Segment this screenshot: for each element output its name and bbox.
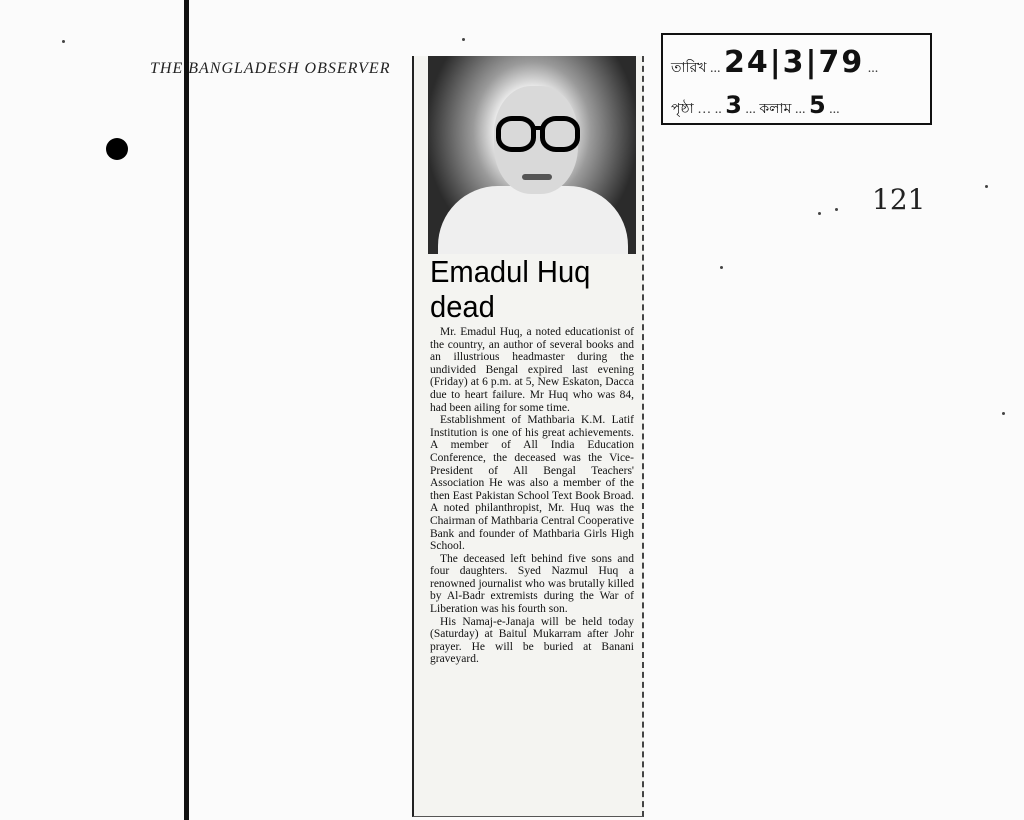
article-headline: Emadul Huq dead — [430, 254, 591, 324]
page-number: 121 — [872, 183, 926, 216]
stamp-column-value: 5 — [808, 91, 826, 119]
stamp-column-label: কলাম — [759, 102, 792, 117]
margin-rule — [184, 0, 189, 820]
archive-stamp — [661, 33, 932, 125]
portrait-photo — [428, 56, 636, 254]
newspaper-clipping — [412, 56, 644, 817]
article-paragraph: His Namaj-e-Janaja will be held today (Saturday) at Baitul Mukarram after Johr prayer. He will be buried at Banani graveyard. — [430, 615, 634, 666]
article-body — [430, 326, 634, 666]
article-paragraph: Establishment of Mathbaria K.M. Latif Institution is one of his great achievements. A member of All India Education Conference, the deceased was the Vice-President of All Bengal Teachers' Association He was also a member of the then East Pakistan School Text Book Broad. A noted philanthropist, Mr. Huq was the Chairman of Mathbaria Central Cooperative Bank and founder of Mathbaria Girls High School. — [430, 414, 634, 553]
article-paragraph: Mr. Emadul Huq, a noted educationist of the country, an author of several books and an illustrious headmaster during the undivided Bengal expired last evening (Friday) at 6 p.m. at 5, New Eskaton, Dacca due to heart failure. Mr Huq who was 84, had been ailing for some time. — [430, 326, 634, 414]
stamp-date-value: 24|3|79 — [723, 45, 865, 80]
article-paragraph: The deceased left behind five sons and four daughters. Syed Nazmul Huq a renowned journalist who was brutally killed by Al-Badr extremists during the War of Liberation was his fourth son. — [430, 552, 634, 616]
stamp-date-label: তারিখ — [671, 61, 707, 76]
stamp-page-value: 3 — [725, 91, 742, 119]
punch-hole — [106, 138, 128, 160]
stamp-page-label: পৃষ্ঠা — [671, 102, 694, 117]
stamp-date-row: তারিখ ... 24|3|79 ... — [671, 45, 879, 80]
stamp-page-row: পৃষ্ঠা … .. 3 ... কলাম ... 5 ... — [671, 91, 840, 119]
newspaper-name: THE BANGLADESH OBSERVER — [150, 60, 391, 77]
